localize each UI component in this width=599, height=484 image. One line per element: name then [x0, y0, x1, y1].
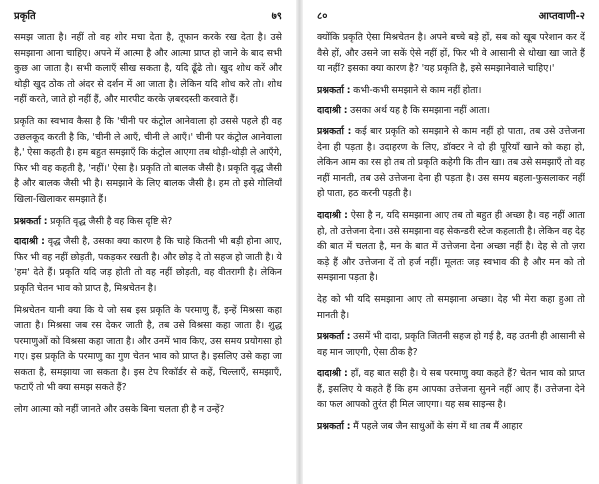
speaker-label: प्रश्नकर्ता : — [14, 215, 48, 227]
left-running-head: प्रकृति — [14, 11, 36, 22]
speaker-label: दादाश्री : — [14, 236, 45, 248]
paragraph-text: ऐसा है न, यदि समझाना आए तब तो बहुत ही अच्छा है। वह नहीं आता हो, तो उत्तेजना देना। उसे समझाना वह सेकन्डरी स्टेज कहलाती है। लेकिन वह देह की बात में चलता है, मन के बात में उत्तेजना देना अच्छा नहीं है। देह से तो ज़रा कड़े हैं और उत्तेजना दें तो हर्ज नहीं। मूलतः जड़ स्वभाव की है और मन को तो समझाना पड़ता है। — [317, 209, 585, 284]
left-page-body — [14, 30, 282, 480]
speaker-label: प्रश्नकर्ता : — [317, 331, 351, 343]
paragraph-text: हाँ, वह बात सही है। ये सब परमाणु क्या कहते हैं? चेतन भाव को प्राप्त हैं, इसलिए ये कहते हैं कि हम आपका उत्तेजना सुनने नहीं आए हैं। उत्तेजना देने का फल आपको तुरंत ही मिल जाएगा। यह सब साइन्स है। — [317, 368, 585, 411]
paragraph — [14, 214, 282, 230]
paragraph — [317, 366, 585, 413]
paragraph — [14, 30, 282, 108]
right-page — [303, 0, 599, 484]
paragraph-text: प्रकृति का स्वभाव कैसा है कि 'चीनी पर कंट्रोल आनेवाला हो उससे पहले ही वह उछलकूद करती है कि, 'चीनी ले आएँ, चीनी ले आएँ।' चीनी पर कंट्रोल आनेवाला है,' ऐसा कहती है। हम बहुत समझाएँ कि कंट्रोल आएगा तब थोड़ी-थोड़ी ले आएँगे, फिर भी वह कहती है, 'नहीं।' ऐसा है। प्रकृति तो बालक जैसी है। प्रकृति वृद्ध जैसी है और बालक जैसी भी है। समझाने के लिए बालक जैसी है। हम तो इसे गोलियाँ खिला-खिलाकर समझाते हैं। — [14, 115, 282, 205]
paragraph — [317, 103, 585, 119]
paragraph — [14, 234, 282, 296]
paragraph — [317, 30, 585, 77]
right-page-header — [317, 10, 585, 24]
right-running-head: आप्तवाणी-२ — [538, 11, 585, 22]
speaker-label: प्रश्नकर्ता : — [317, 125, 352, 137]
paragraph — [317, 124, 585, 202]
paragraph-text: कभी-कभी समझाने से काम नहीं होता। — [353, 84, 482, 96]
paragraph-text: मैं पहले जब जैन साधुओं के संग में था तब मैं आहार — [353, 421, 523, 433]
paragraph — [317, 208, 585, 286]
left-page-header — [14, 10, 282, 24]
paragraph-text: उसमें भी दादा, प्रकृति जितनी सहज हो गई है, वह उतनी ही आसानी से वह मान जाएगी, ऐसा ठीक है? — [317, 331, 585, 358]
paragraph-text: उसका अर्थ यह है कि समझाना नहीं आता। — [350, 105, 491, 117]
speaker-label: दादाश्री : — [317, 209, 348, 221]
paragraph-text: समझ जाता है। नहीं तो वह शोर मचा देता है, तूफान करके रख देता है। उसे समझाना आना चाहिए। अपने में आत्मा है और आत्मा प्राप्त हो जाने के बाद सभी कुछ आ जाता है। सभी कलाएँ सीख सकता है, यदि ढूँढे तो। खुद शोध करें और थोड़ी खुद ठोक तो अंदर से दर्शन में आ जाता है। लेकिन यदि शोध करे तो। शोध नहीं करते, जाते हो नहीं हैं, और मारपीट करके ज़बरदस्ती करवाते हैं। — [14, 32, 282, 106]
left-page-number: ७९ — [271, 11, 282, 22]
paragraph — [14, 303, 282, 397]
left-page — [0, 0, 296, 484]
paragraph-text: मिश्रचेतन यानी क्या कि ये जो सब इस प्रकृति के परमाणु हैं, इन्हें मिश्रसा कहा जाता है। मिश्रसा जब रस देकर जाती है, तब उसे विश्रसा कहा जाता है। शुद्ध परमाणुओं को विश्रसा कहा जाता है। और उनमें भाव किए, उस समय प्रयोगसा हो गए। इस प्रकृति के परमाणु का गुण चेतन भाव को प्राप्त है। इसलिए उसे कहा जा सकता है, समझाया जा सकता है। इस टेप रिकॉर्डर से कहें, चिल्लाएँ, समझाएँ, फटाएँ तो भी क्या समझ सकते हैं? — [14, 304, 282, 394]
book-gutter — [296, 0, 303, 484]
right-page-number: ८० — [317, 11, 328, 22]
paragraph — [14, 114, 282, 208]
speaker-label: दादाश्री : — [317, 105, 348, 117]
paragraph — [317, 419, 585, 435]
paragraph-text: लोग आत्मा को नहीं जानते और उसके बिना चलता ही है न उन्हें? — [14, 404, 225, 416]
paragraph-text: प्रकृति वृद्ध जैसी है वह किस दृष्टि से? — [50, 215, 173, 227]
paragraph — [14, 402, 282, 418]
paragraph-text: देह को भी यदि समझाना आए तो समझाना अच्छा। देह भी मेरा कहा हुआ तो मानती है। — [317, 293, 585, 321]
speaker-label: दादाश्री : — [317, 368, 348, 380]
right-page-body — [317, 30, 585, 480]
paragraph-text: वृद्ध जैसी है, उसका क्या कारण है कि चाहे कितनी भी बड़ी होना आए, फिर भी वह नहीं छोड़ती, पकड़कर रखती है। और छोड़ दे तो सहज हो जाती है। ये 'हम' देते हैं। प्रकृति यदि जड़ होती तो वह नहीं छोड़ती, वह वीतरागी है। लेकिन प्रकृति चेतन भाव को प्राप्त है, मिश्रचेतन है। — [14, 236, 282, 294]
paragraph-text: क्योंकि प्रकृति ऐसा मिश्रचेतन है। अपने बच्चे बड़े हों, सब को खूब परेशान कर दें वैसे हों, और उसने जा सकें ऐसे नहीं हों, फिर भी वे आसानी से धोखा खा जाते हैं या नहीं? इसका क्या कारण है? 'यह प्रकृति है, इसे समझानेवाले चाहिए।' — [317, 32, 585, 75]
paragraph — [317, 329, 585, 360]
speaker-label: प्रश्नकर्ता : — [317, 84, 351, 96]
paragraph-text: कई बार प्रकृति को समझाने से काम नहीं हो पाता, तब उसे उत्तेजना देना ही पड़ता है। उदाहरण के लिए, डॉक्टर ने दो ही पूरियाँ खाने को कहा हो, लेकिन आम का रस हो तब तो प्रकृति कहेगी कि तीन खा। तब उसे समझाएँ तो वह नहीं मानती, तब उसे उत्तेजना देना ही पड़ता है। उस समय बहला-फुसलाकर नहीं हो पाता, हठ करनी पड़ती है। — [317, 125, 585, 200]
speaker-label: प्रश्नकर्ता : — [317, 421, 351, 433]
paragraph — [317, 292, 585, 323]
paragraph — [317, 83, 585, 99]
